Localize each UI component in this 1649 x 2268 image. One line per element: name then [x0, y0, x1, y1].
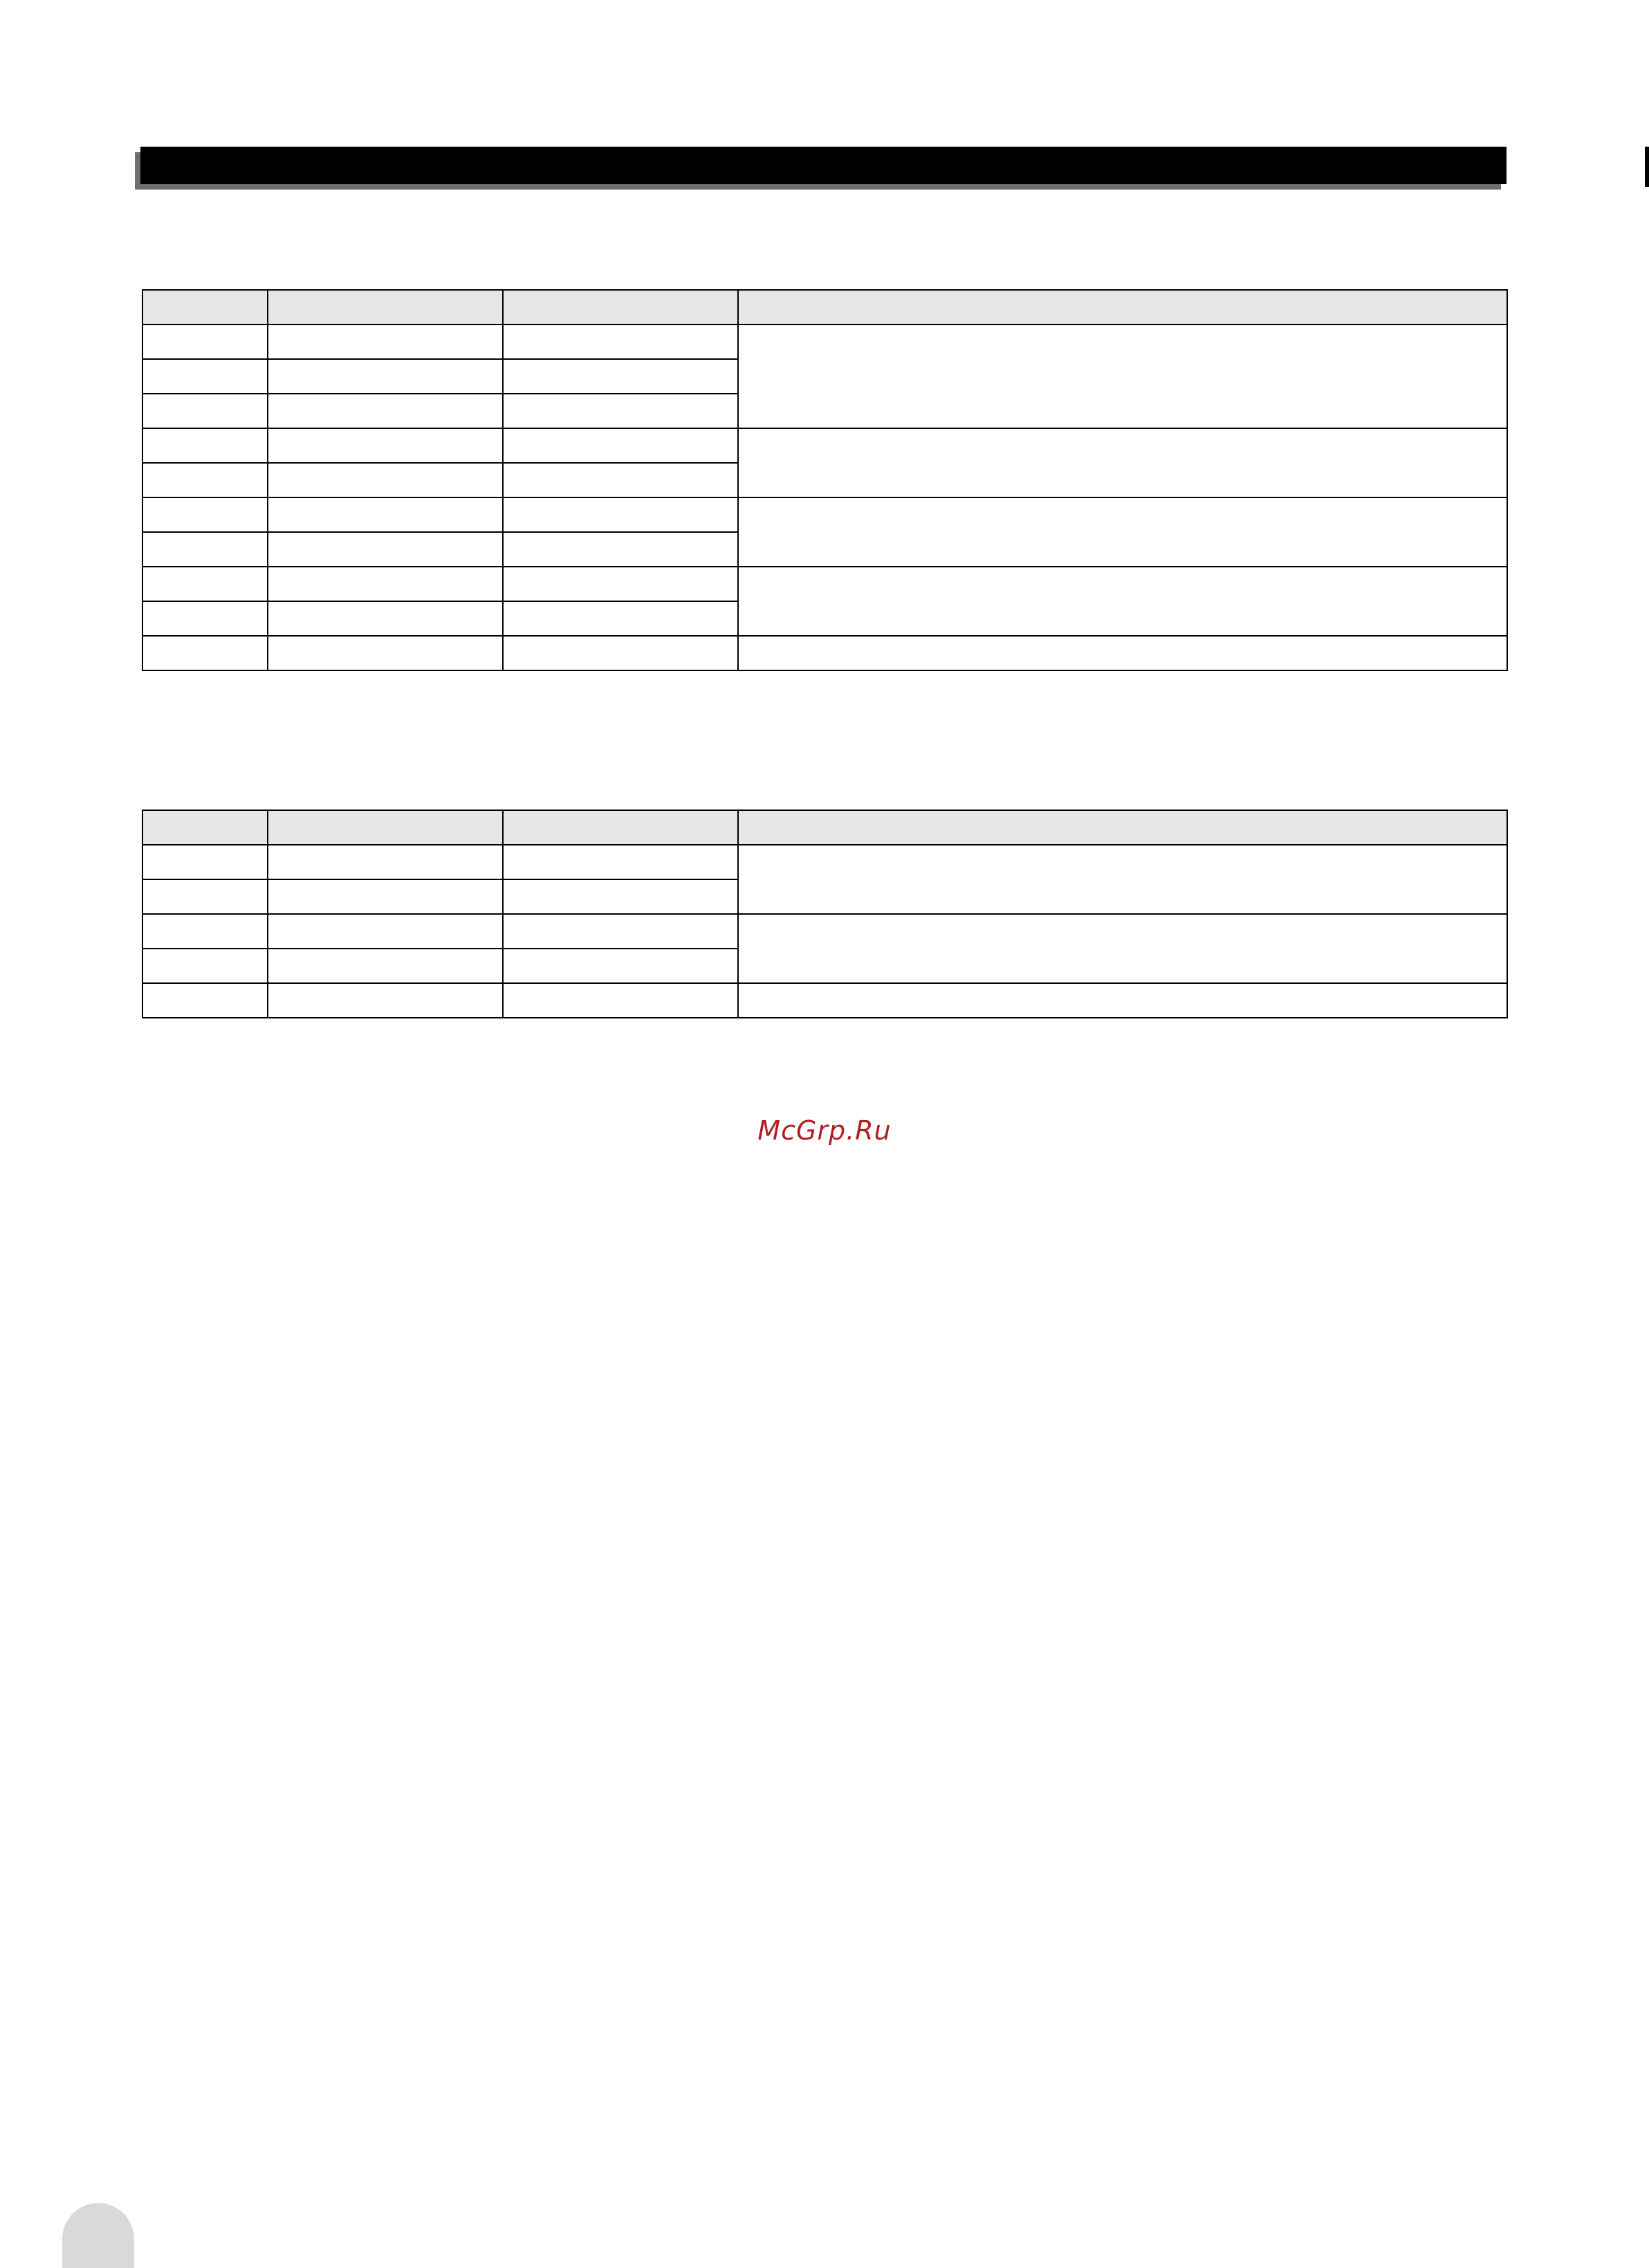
- table-cell: [268, 359, 503, 394]
- table-cell: [503, 567, 738, 601]
- page-edge-tab-mark: [1645, 147, 1649, 187]
- table-cell: [503, 949, 738, 983]
- table-row: [142, 428, 1507, 463]
- table-2: [142, 810, 1508, 1018]
- page-number-marker: [62, 2203, 134, 2268]
- table-merged-cell: [738, 914, 1507, 983]
- table-1-header-cell: [503, 290, 738, 324]
- table-cell: [142, 949, 268, 983]
- table-cell: [503, 914, 738, 949]
- table-row: [142, 983, 1507, 1018]
- table-cell: [142, 497, 268, 532]
- table-1-header-cell: [268, 290, 503, 324]
- table-cell: [268, 463, 503, 497]
- table-cell: [268, 428, 503, 463]
- table-cell: [268, 949, 503, 983]
- table-cell: [503, 324, 738, 359]
- table-cell: [503, 879, 738, 914]
- table-cell: [142, 914, 268, 949]
- table-cell: [142, 601, 268, 636]
- table-merged-cell: [738, 428, 1507, 497]
- table-1-header-cell: [738, 290, 1507, 324]
- table-cell: [268, 914, 503, 949]
- table-merged-cell: [738, 497, 1507, 567]
- table-cell: [142, 983, 268, 1018]
- table-cell: [268, 636, 503, 670]
- table-row: [142, 914, 1507, 949]
- table-row: [142, 324, 1507, 359]
- table-cell: [503, 601, 738, 636]
- table-cell: [503, 394, 738, 428]
- table-merged-cell: [738, 324, 1507, 428]
- table-2-header-cell: [738, 810, 1507, 845]
- table-cell: [503, 359, 738, 394]
- table-cell: [503, 845, 738, 879]
- table-cell: [142, 324, 268, 359]
- table-cell: [503, 497, 738, 532]
- table-cell: [268, 497, 503, 532]
- table-merged-cell: [738, 567, 1507, 636]
- table-cell: [142, 567, 268, 601]
- table-cell: [142, 463, 268, 497]
- table-cell: [142, 394, 268, 428]
- table-cell: [738, 636, 1507, 670]
- table-cell: [268, 394, 503, 428]
- table-cell: [142, 879, 268, 914]
- table-cell: [142, 845, 268, 879]
- table-cell: [503, 463, 738, 497]
- watermark-link[interactable]: McGrp.Ru: [757, 1115, 892, 1146]
- section-title-bar: [140, 147, 1507, 184]
- table-cell: [268, 324, 503, 359]
- table-cell: [142, 532, 268, 567]
- table-row: [142, 845, 1507, 879]
- table-cell: [503, 636, 738, 670]
- table-cell: [738, 983, 1507, 1018]
- table-cell: [503, 428, 738, 463]
- table-2-header-cell: [503, 810, 738, 845]
- table-cell: [142, 636, 268, 670]
- table-row: [142, 497, 1507, 532]
- table-cell: [142, 359, 268, 394]
- table-1-header-row: [142, 290, 1507, 324]
- table-merged-cell: [738, 845, 1507, 914]
- table-row: [142, 567, 1507, 601]
- table-cell: [268, 983, 503, 1018]
- table-cell: [268, 567, 503, 601]
- table-cell: [503, 983, 738, 1018]
- table-cell: [503, 532, 738, 567]
- table-row: [142, 636, 1507, 670]
- table-1-header-cell: [142, 290, 268, 324]
- table-cell: [268, 845, 503, 879]
- table-2-header-cell: [142, 810, 268, 845]
- table-cell: [142, 428, 268, 463]
- table-2-header-row: [142, 810, 1507, 845]
- table-cell: [268, 532, 503, 567]
- table-cell: [268, 601, 503, 636]
- table-cell: [268, 879, 503, 914]
- table-2-header-cell: [268, 810, 503, 845]
- table-1: [142, 289, 1508, 671]
